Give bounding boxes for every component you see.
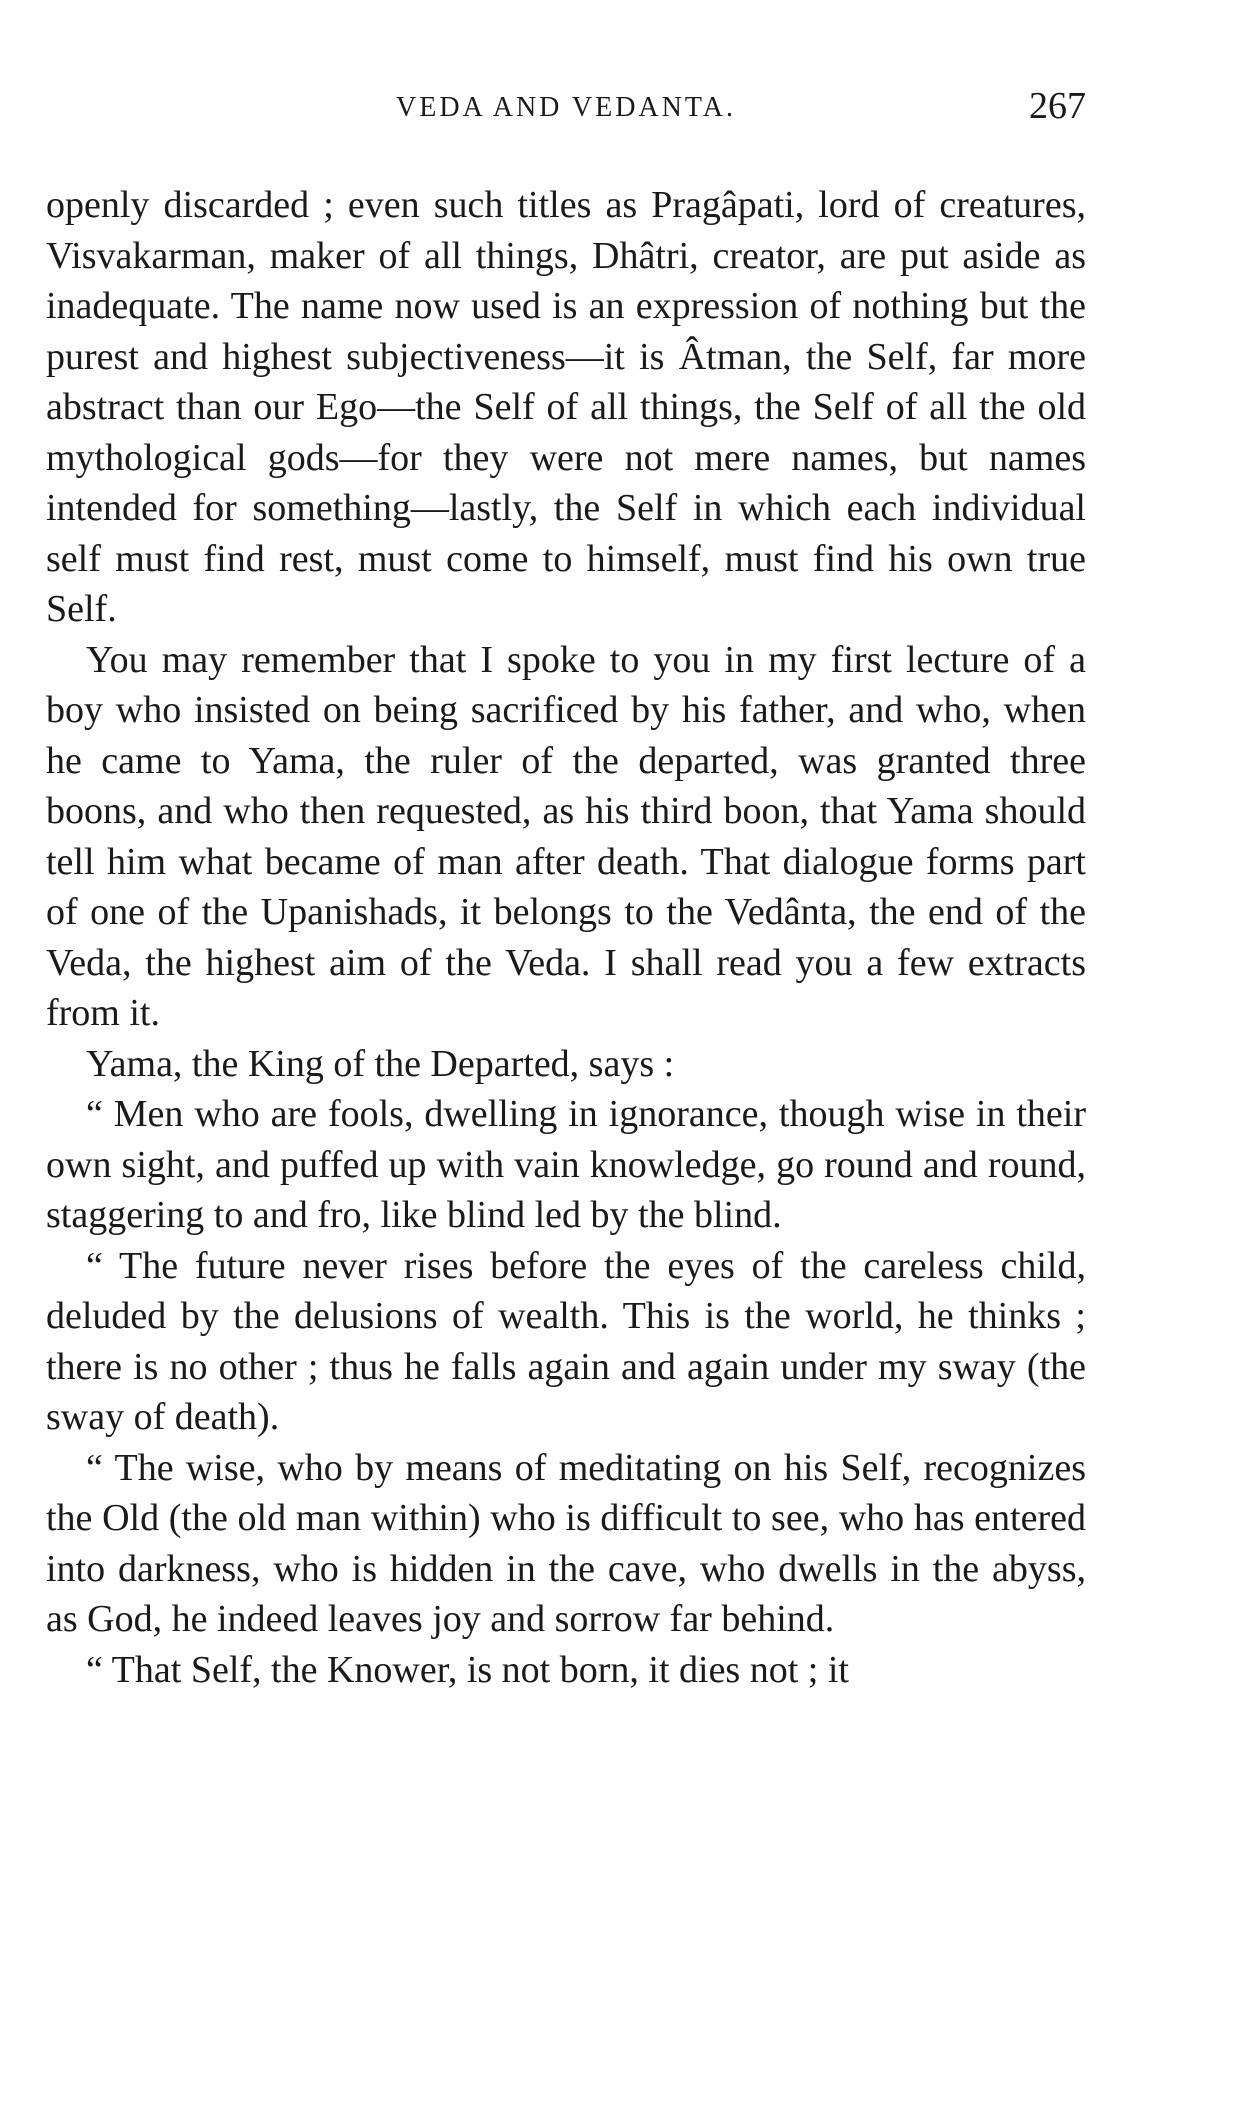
paragraph-7: “ That Self, the Knower, is not born, it dies not ; it [86,1648,849,1691]
paragraph-6: “ The wise, who by means of meditating on his Self, recognizes the Old (the old man within) who is difficult to see, who has entered into darkness, who is hidden in the cave, who dwells in the abyss, as God, he indeed leaves joy and sorrow far behind. [46,1446,1086,1640]
paragraph-1: openly discarded ; even such titles as Pragâpati, lord of creatures, Visvakarman, maker of all things, Dhâtri, creator, are put aside as inadequate. The name now used is an expression of nothing but the purest and highest subjectiveness—it is Âtman, the Self, far more abstract than our Ego—the Self of all things, the Self of all the old mythological gods—for they were not mere names, but names intended for something—lastly, the Self in which each individual self must find rest, must come to himself, must find his own true Self. [46,184,1086,630]
running-title: VEDA AND VEDANTA. [396,92,736,123]
page-number: 267 [1029,85,1086,127]
paragraph-4: “ Men who are fools, dwelling in ignorance, though wise in their own sight, and puffed up with vain knowledge, go round and round, staggering to and fro, like blind led by the blind. [46,1093,1086,1236]
paragraph-2: You may remember that I spoke to you in my first lecture of a boy who insisted on being sacrificed by his father, and who, when he came to Yama, the ruler of the departed, was granted three boons, and who then requested, as his third boon, that Yama should tell him what became of man after death. That dialogue forms part of one of the Upanishads, it belongs to the Vedânta, the end of the Veda, the highest aim of the Veda. I shall read you a few extracts from it. [46,638,1086,1034]
paragraph-5: “ The future never rises before the eyes of the careless child, deluded by the delusions of wealth. This is the world, he thinks ; there is no other ; thus he falls again and again under my sway (the sway of death). [46,1244,1086,1438]
body-text [46,180,1086,1695]
running-head [46,85,1086,132]
paragraph-3: Yama, the King of the Departed, says : [86,1042,675,1085]
